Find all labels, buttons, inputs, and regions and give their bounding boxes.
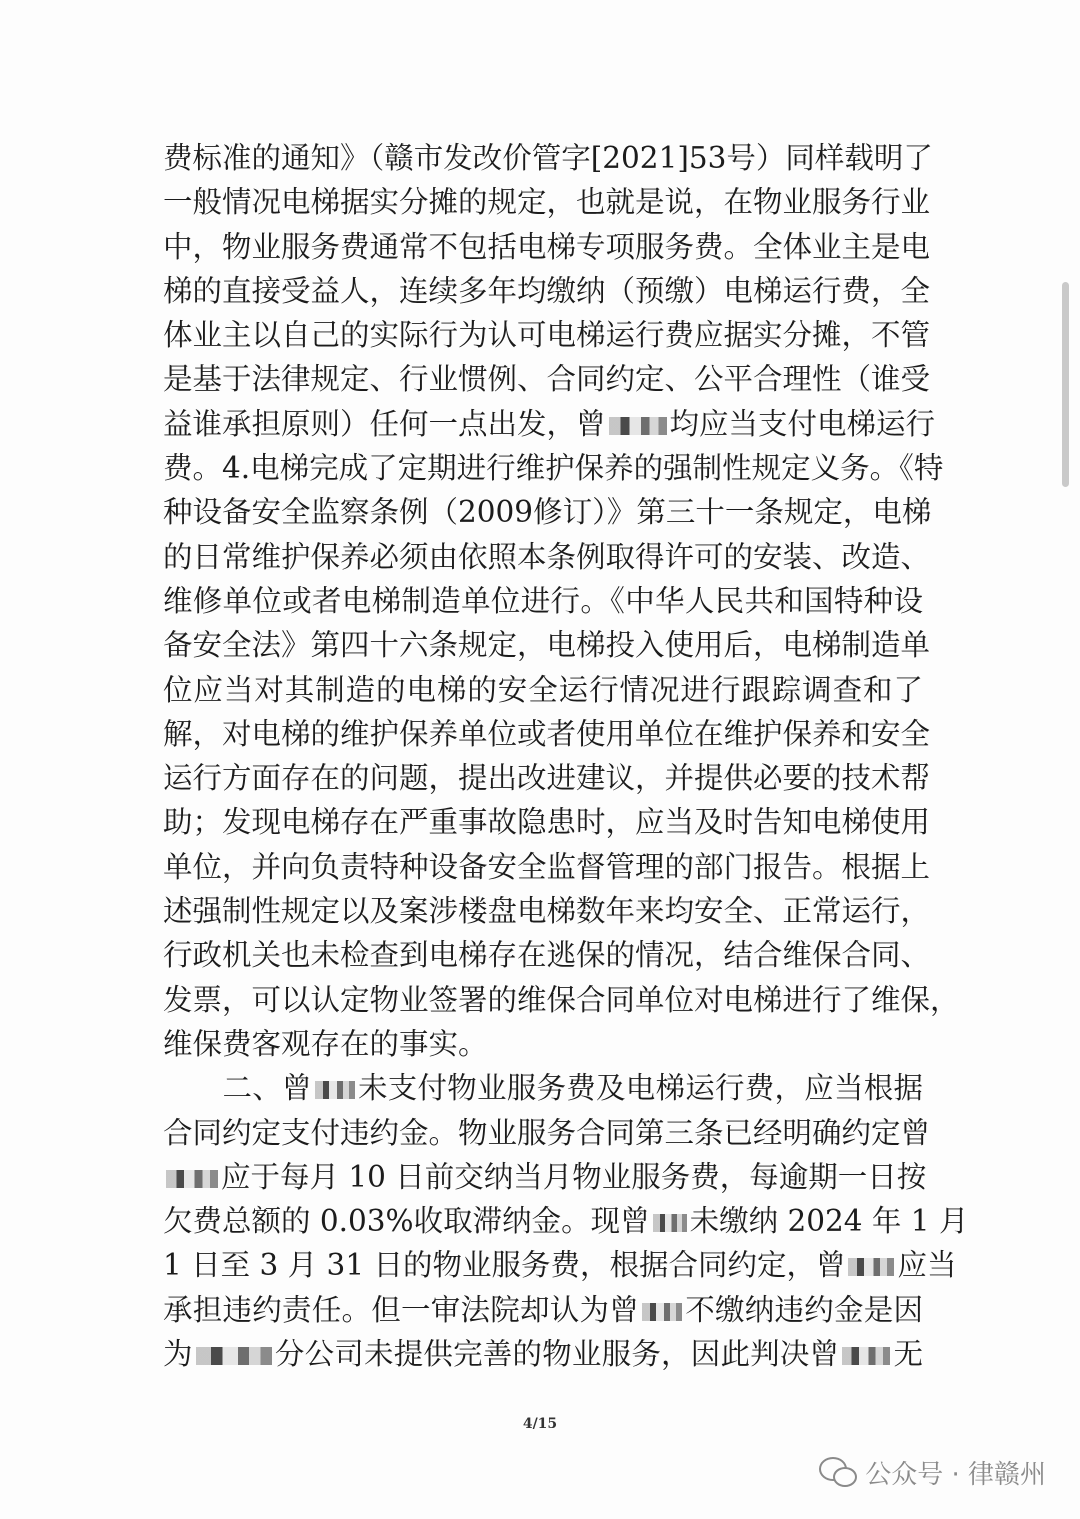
line-text: 行政机关也未检查到电梯存在逃保的情况，结合维保合同、	[163, 938, 931, 973]
line-text: 维修单位或者电梯制造单位进行。《中华人民共和国特种设	[163, 583, 923, 618]
watermark	[819, 1452, 1046, 1492]
line-text: 分公司未提供完善的物业服务，因此判决曾	[274, 1337, 840, 1372]
line-text: 助；发现电梯存在严重事故隐患时，应当及时告知电梯使用	[163, 805, 931, 840]
line-text: 未缴纳 2024 年 1 月	[689, 1204, 969, 1239]
text-line	[163, 180, 931, 224]
text-line	[163, 1332, 923, 1376]
line-text: 发票，可以认定物业签署的维保合同单位对电梯进行了维保，	[163, 982, 960, 1017]
line-text: 解，对电梯的维护保养单位或者使用单位在维护保养和安全	[163, 716, 931, 751]
text-line	[163, 225, 931, 269]
line-text: 应于每月 10 日前交纳当月物业服务费，每逾期一日按	[221, 1159, 927, 1194]
line-text: 单位，并向负责特种设备安全监督管理的部门报告。根据上	[163, 849, 931, 884]
text-line	[163, 756, 931, 800]
line-text: 无	[893, 1337, 923, 1372]
line-text: 体业主以自己的实际行为认可电梯运行费应据实分摊，不管	[163, 318, 931, 353]
line-text: 益谁承担原则）任何一点出发，曾	[163, 406, 606, 441]
line-text: 费标准的通知》（赣市发改价管字[2021]53号）同样载明了	[163, 141, 933, 175]
line-text: 述强制性规定以及案涉楼盘电梯数年来均安全、正常运行，	[163, 894, 931, 929]
text-line	[163, 357, 931, 401]
line-text: 种设备安全监察条例（2009修订）》第三十一条规定，电梯	[163, 495, 932, 530]
redacted-name	[609, 417, 667, 435]
redacted-name	[642, 1303, 682, 1321]
line-text: 1 日至 3 月 31 日的物业服务费，根据合同约定，曾	[163, 1248, 846, 1283]
text-line	[163, 1022, 923, 1066]
text-line	[163, 1243, 957, 1287]
line-text: 梯的直接受益人，连续多年均缴纳（预缴）电梯运行费，全	[163, 273, 931, 308]
text-line	[163, 712, 931, 756]
line-text: 应当	[897, 1248, 957, 1283]
redacted-name	[166, 1170, 218, 1188]
line-text: 未支付物业服务费及电梯运行费，应当根据	[357, 1071, 923, 1106]
text-line	[163, 269, 931, 313]
text-line	[163, 978, 960, 1022]
text-line	[163, 446, 944, 490]
line-text: 承担违约责任。但一审法院却认为曾	[163, 1292, 639, 1327]
line-text: 的日常维护保养必须由依照本条例取得许可的安装、改造、	[163, 539, 931, 574]
redacted-name	[653, 1214, 687, 1232]
line-text: 合同约定支付违约金。物业服务合同第三条已经明确约定曾	[163, 1115, 931, 1150]
text-line	[163, 402, 936, 446]
redacted-name	[842, 1347, 890, 1365]
text-line	[163, 800, 931, 844]
line-text: 运行方面存在的问题，提出改进建议，并提供必要的技术帮	[163, 761, 931, 796]
text-line	[163, 1111, 931, 1155]
text-line	[163, 313, 931, 357]
line-text: 均应当支付电梯运行	[669, 406, 936, 441]
line-text: 是基于法律规定、行业惯例、合同约定、公平合理性（谁受	[163, 362, 931, 397]
line-text: 不缴纳违约金是因	[684, 1292, 923, 1327]
text-line	[163, 1155, 927, 1199]
line-text: 中，物业服务费通常不包括电梯专项服务费。全体业主是电	[163, 229, 931, 264]
text-line	[163, 889, 931, 933]
text-line	[163, 490, 932, 534]
watermark-text: 公众号 · 律赣州	[865, 1459, 1046, 1490]
text-line	[163, 1066, 923, 1110]
line-text: 欠费总额的 0.03%收取滞纳金。现曾	[163, 1204, 650, 1239]
redacted-name	[196, 1347, 272, 1365]
text-line	[163, 579, 923, 623]
scrollbar[interactable]	[1062, 282, 1069, 487]
text-line	[163, 933, 931, 977]
line-text: 费。4.电梯完成了定期进行维护保养的强制性规定义务。《特	[163, 451, 944, 486]
text-line	[163, 1288, 923, 1332]
wechat-icon	[819, 1457, 855, 1487]
page-number: 4/15	[522, 1416, 558, 1432]
text-line	[163, 1199, 969, 1243]
text-line	[163, 668, 923, 712]
line-text: 二、曾	[163, 1071, 312, 1106]
line-text: 位应当对其制造的电梯的安全运行情况进行跟踪调查和了	[163, 672, 923, 707]
line-text: 为	[163, 1337, 193, 1372]
text-line	[163, 136, 933, 180]
redacted-name	[848, 1258, 894, 1276]
text-line	[163, 845, 931, 889]
redacted-name	[315, 1081, 355, 1099]
line-text: 维保费客观存在的事实。	[163, 1026, 488, 1061]
document-body	[163, 136, 969, 1376]
line-text: 一般情况电梯据实分摊的规定，也就是说，在物业服务行业	[163, 185, 931, 220]
text-line	[163, 535, 931, 579]
line-text: 备安全法》第四十六条规定，电梯投入使用后，电梯制造单	[163, 628, 931, 663]
text-line	[163, 623, 931, 667]
